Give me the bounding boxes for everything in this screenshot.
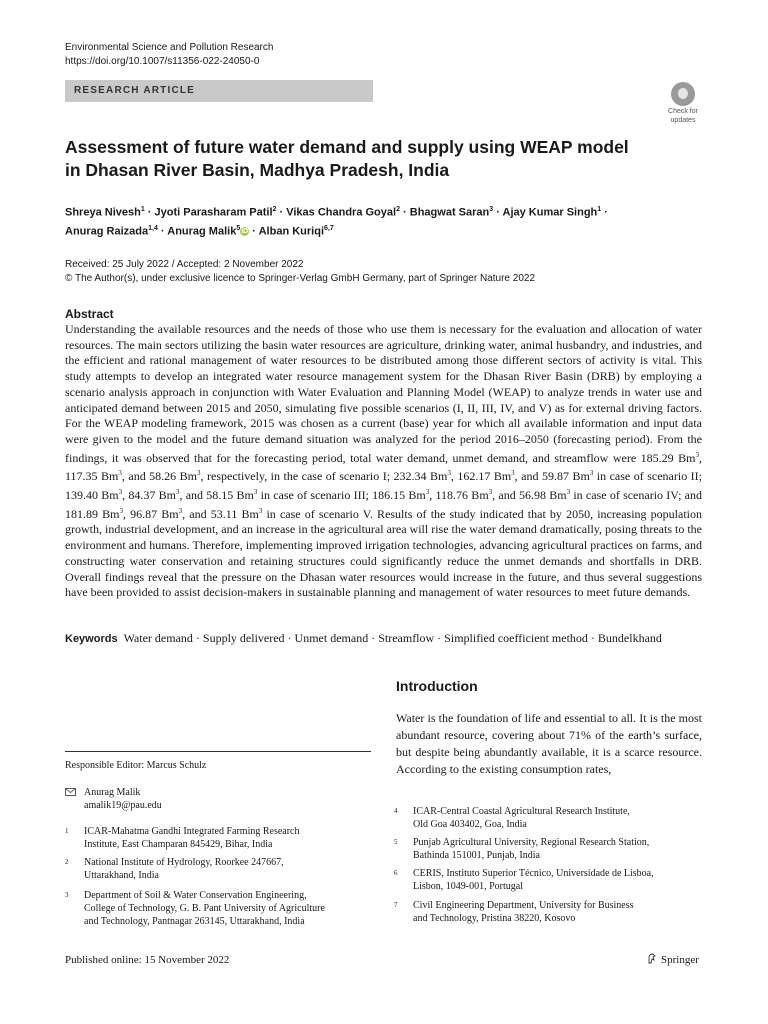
author-name[interactable]: Jyoti Parasharam Patil (154, 206, 273, 219)
affiliation-line: and Technology, Pantnagar 263145, Uttarakhand, India (84, 916, 305, 928)
journal-header (65, 41, 273, 69)
author-affiliation: 6,7 (324, 224, 334, 232)
introduction-paragraph: Water is the foundation of life and essential to all. It is the most abundant resource, covering about 71% of the earth’s surface, but despite being abundantly available, it is a scarce resource. According to the existing consumption rates, (396, 711, 702, 776)
keywords-label: Keywords (65, 633, 118, 645)
publisher-logo (647, 953, 699, 966)
check-updates-icon (671, 82, 695, 106)
article-title (65, 136, 705, 182)
affiliation-line: CERIS, Instituto Superior Técnico, Universidade de Lisboa, (413, 868, 654, 879)
abstract-body: Understanding the available resources and the needs of those who use them is necessary for the evaluation and allocation of water resources. The main sectors utilizing the basin water resources are agriculture, drinking water, animal husbandry, and industries, and the efficient and rational management of water resources to be distributed among those different sectors of activity is vital. This study attempts to develop an integrated water resource management system for the Dhasan River Basin (DRB) by employing a scenario analysis approach in conjunction with Water Evaluation and Planning Model (WEAP) to analyze trends in water use and anticipated demand between 2015 and 2050, simulating five possible scenarios (I, II, III, IV, and V) as for external driving factors. For the WEAP modeling framework, 2015 was chosen as a current (base) year for which all available information and input data were given to the model and the future demand situation was analyzed for the period 2016–2050 (forecasting period). From the findings, it was observed that for the forecasting period, total water demand, unmet demand, and streamflow were 185.29 Bm$^3$, 117.35 Bm$^3$, and 58.26 Bm$^3$, respectively, in the case of scenario I; 232.34 Bm$^3$, 162.17 Bm$^3$, and 59.87 Bm$^3$ in case of scenario II; 139.40 Bm$^3$, 84.37 Bm$^3$, and 58.15 Bm$^3$ in case of scenario III; 186.15 Bm$^3$, 118.76 Bm$^3$, and 56.98 Bm$^3$ in case of scenario IV; and 181.89 Bm$^3$, 96.87 Bm$^3$, and 53.11 Bm$^3$ in case of scenario V. Results of the study indicated that by 2050, increasing population growth, industrial development, and an increase in the agricultural area will rise the water demand dramatically, posing threats to the environment and humans. Therefore, implementing improved irrigation technologies, advancing agricultural practices on farms, and constructing water conservation and retaining structures could significantly reduce the unmet demands and shortfalls in DRB. Overall findings reveal that the pressure on the Dhasan water resources would increase in the future, and thus several suggestions have been provided to assist decision-makers in sustainable planning and management of water resources to meet future demands. (65, 322, 703, 600)
affiliation-line: Institute, East Champaran 845429, Bihar, India (84, 839, 273, 851)
affiliation-number: 5 (394, 838, 398, 846)
author-affiliation: 2 (396, 206, 400, 213)
affiliation-number: 7 (394, 901, 398, 909)
copyright-line: © The Author(s), under exclusive licence to Springer-Verlag GmbH Germany, part of Springer Nature 2022 (65, 273, 535, 284)
affiliation-line: Old Goa 403402, Goa, India (413, 819, 527, 831)
keywords-list: Water demand · Supply delivered · Unmet demand · Streamflow · Simplified coefficient method · Bundelkhand (123, 631, 662, 645)
affiliation-line: ICAR-Mahatma Gandhi Integrated Farming Research (84, 826, 300, 837)
title-line-1: Assessment of future water demand and supply using WEAP model (65, 137, 629, 157)
corresponding-email[interactable]: amalik19@pau.edu (84, 800, 162, 812)
orcid-icon[interactable]: iD (241, 227, 249, 235)
author-affiliation: 1 (597, 206, 602, 213)
affiliation-number: 4 (394, 807, 398, 815)
affiliation-number: 6 (394, 869, 398, 877)
keywords-line (65, 631, 705, 647)
corresponding-name: Anurag Malik (84, 787, 141, 798)
envelope-icon (65, 788, 76, 796)
received-accepted: Received: 25 July 2022 / Accepted: 2 November 2022 (65, 259, 304, 270)
affiliation-number: 1 (65, 827, 69, 835)
title-line-2: in Dhasan River Basin, Madhya Pradesh, India (65, 160, 450, 180)
responsible-editor: Responsible Editor: Marcus Schulz (65, 760, 207, 771)
affiliation-line: Civil Engineering Department, University for Business (413, 900, 634, 911)
author-name[interactable]: Bhagwat Saran (409, 206, 490, 219)
author-affiliation: 1 (140, 206, 145, 213)
article-type-banner (65, 80, 373, 102)
article-dates (65, 258, 535, 286)
badge-line2: updates (670, 117, 696, 124)
author-list: Shreya Nivesh$^1$ · Jyoti Parasharam Patil$^2$ · Vikas Chandra Goyal$^2$ · Bhagwat Saran$^3$ · Ajay Kumar Singh$^1$ · Anurag Raizada$^{1,4}$ · Anurag Malik$^5$iD · Alban Kuriqi$^{6,7}$ (65, 206, 608, 238)
affiliation-line: Punjab Agricultural University, Regional Research Station, (413, 837, 650, 848)
author-name[interactable]: Alban Kuriqi (258, 225, 324, 238)
check-for-updates-badge[interactable] (662, 82, 704, 122)
affiliation-line: National Institute of Hydrology, Roorkee 247667, (84, 857, 284, 868)
footnote-divider (65, 751, 371, 752)
author-name[interactable]: Shreya Nivesh (65, 206, 141, 219)
affiliation-line: and Technology, Pristina 38220, Kosovo (413, 913, 576, 925)
abstract-heading: Abstract (65, 307, 114, 321)
affiliation-line: Bathinda 151001, Punjab, India (413, 850, 540, 862)
affiliation-line: College of Technology, G. B. Pant University of Agriculture (84, 903, 325, 915)
affiliation-line: Lisbon, 1049-001, Portugal (413, 881, 523, 893)
author-affiliation: 5 (236, 224, 241, 232)
author-name[interactable]: Ajay Kumar Singh (502, 206, 598, 219)
introduction-heading: Introduction (396, 678, 478, 694)
author-affiliation: 2 (272, 206, 277, 213)
author-affiliation: 3 (489, 206, 494, 213)
author-name[interactable]: Anurag Malik (167, 225, 237, 238)
published-date: Published online: 15 November 2022 (65, 954, 230, 966)
badge-line1: Check for (668, 108, 698, 115)
affiliation-number: 2 (65, 858, 69, 866)
affiliation-line: ICAR-Central Coastal Agricultural Research Institute, (413, 806, 630, 817)
doi-link[interactable]: https://doi.org/10.1007/s11356-022-24050-0 (65, 56, 260, 67)
author-affiliation: 1,4 (148, 224, 158, 232)
journal-name: Environmental Science and Pollution Research (65, 42, 274, 53)
affiliation-number: 3 (65, 891, 69, 899)
publisher-name: Springer (661, 954, 699, 966)
author-name[interactable]: Anurag Raizada (65, 225, 149, 238)
affiliation-line: Uttarakhand, India (84, 870, 159, 882)
author-name[interactable]: Vikas Chandra Goyal (286, 206, 397, 219)
affiliation-line: Department of Soil & Water Conservation Engineering, (84, 890, 307, 901)
article-type: RESEARCH ARTICLE (74, 85, 196, 96)
springer-horse-icon (647, 953, 657, 964)
